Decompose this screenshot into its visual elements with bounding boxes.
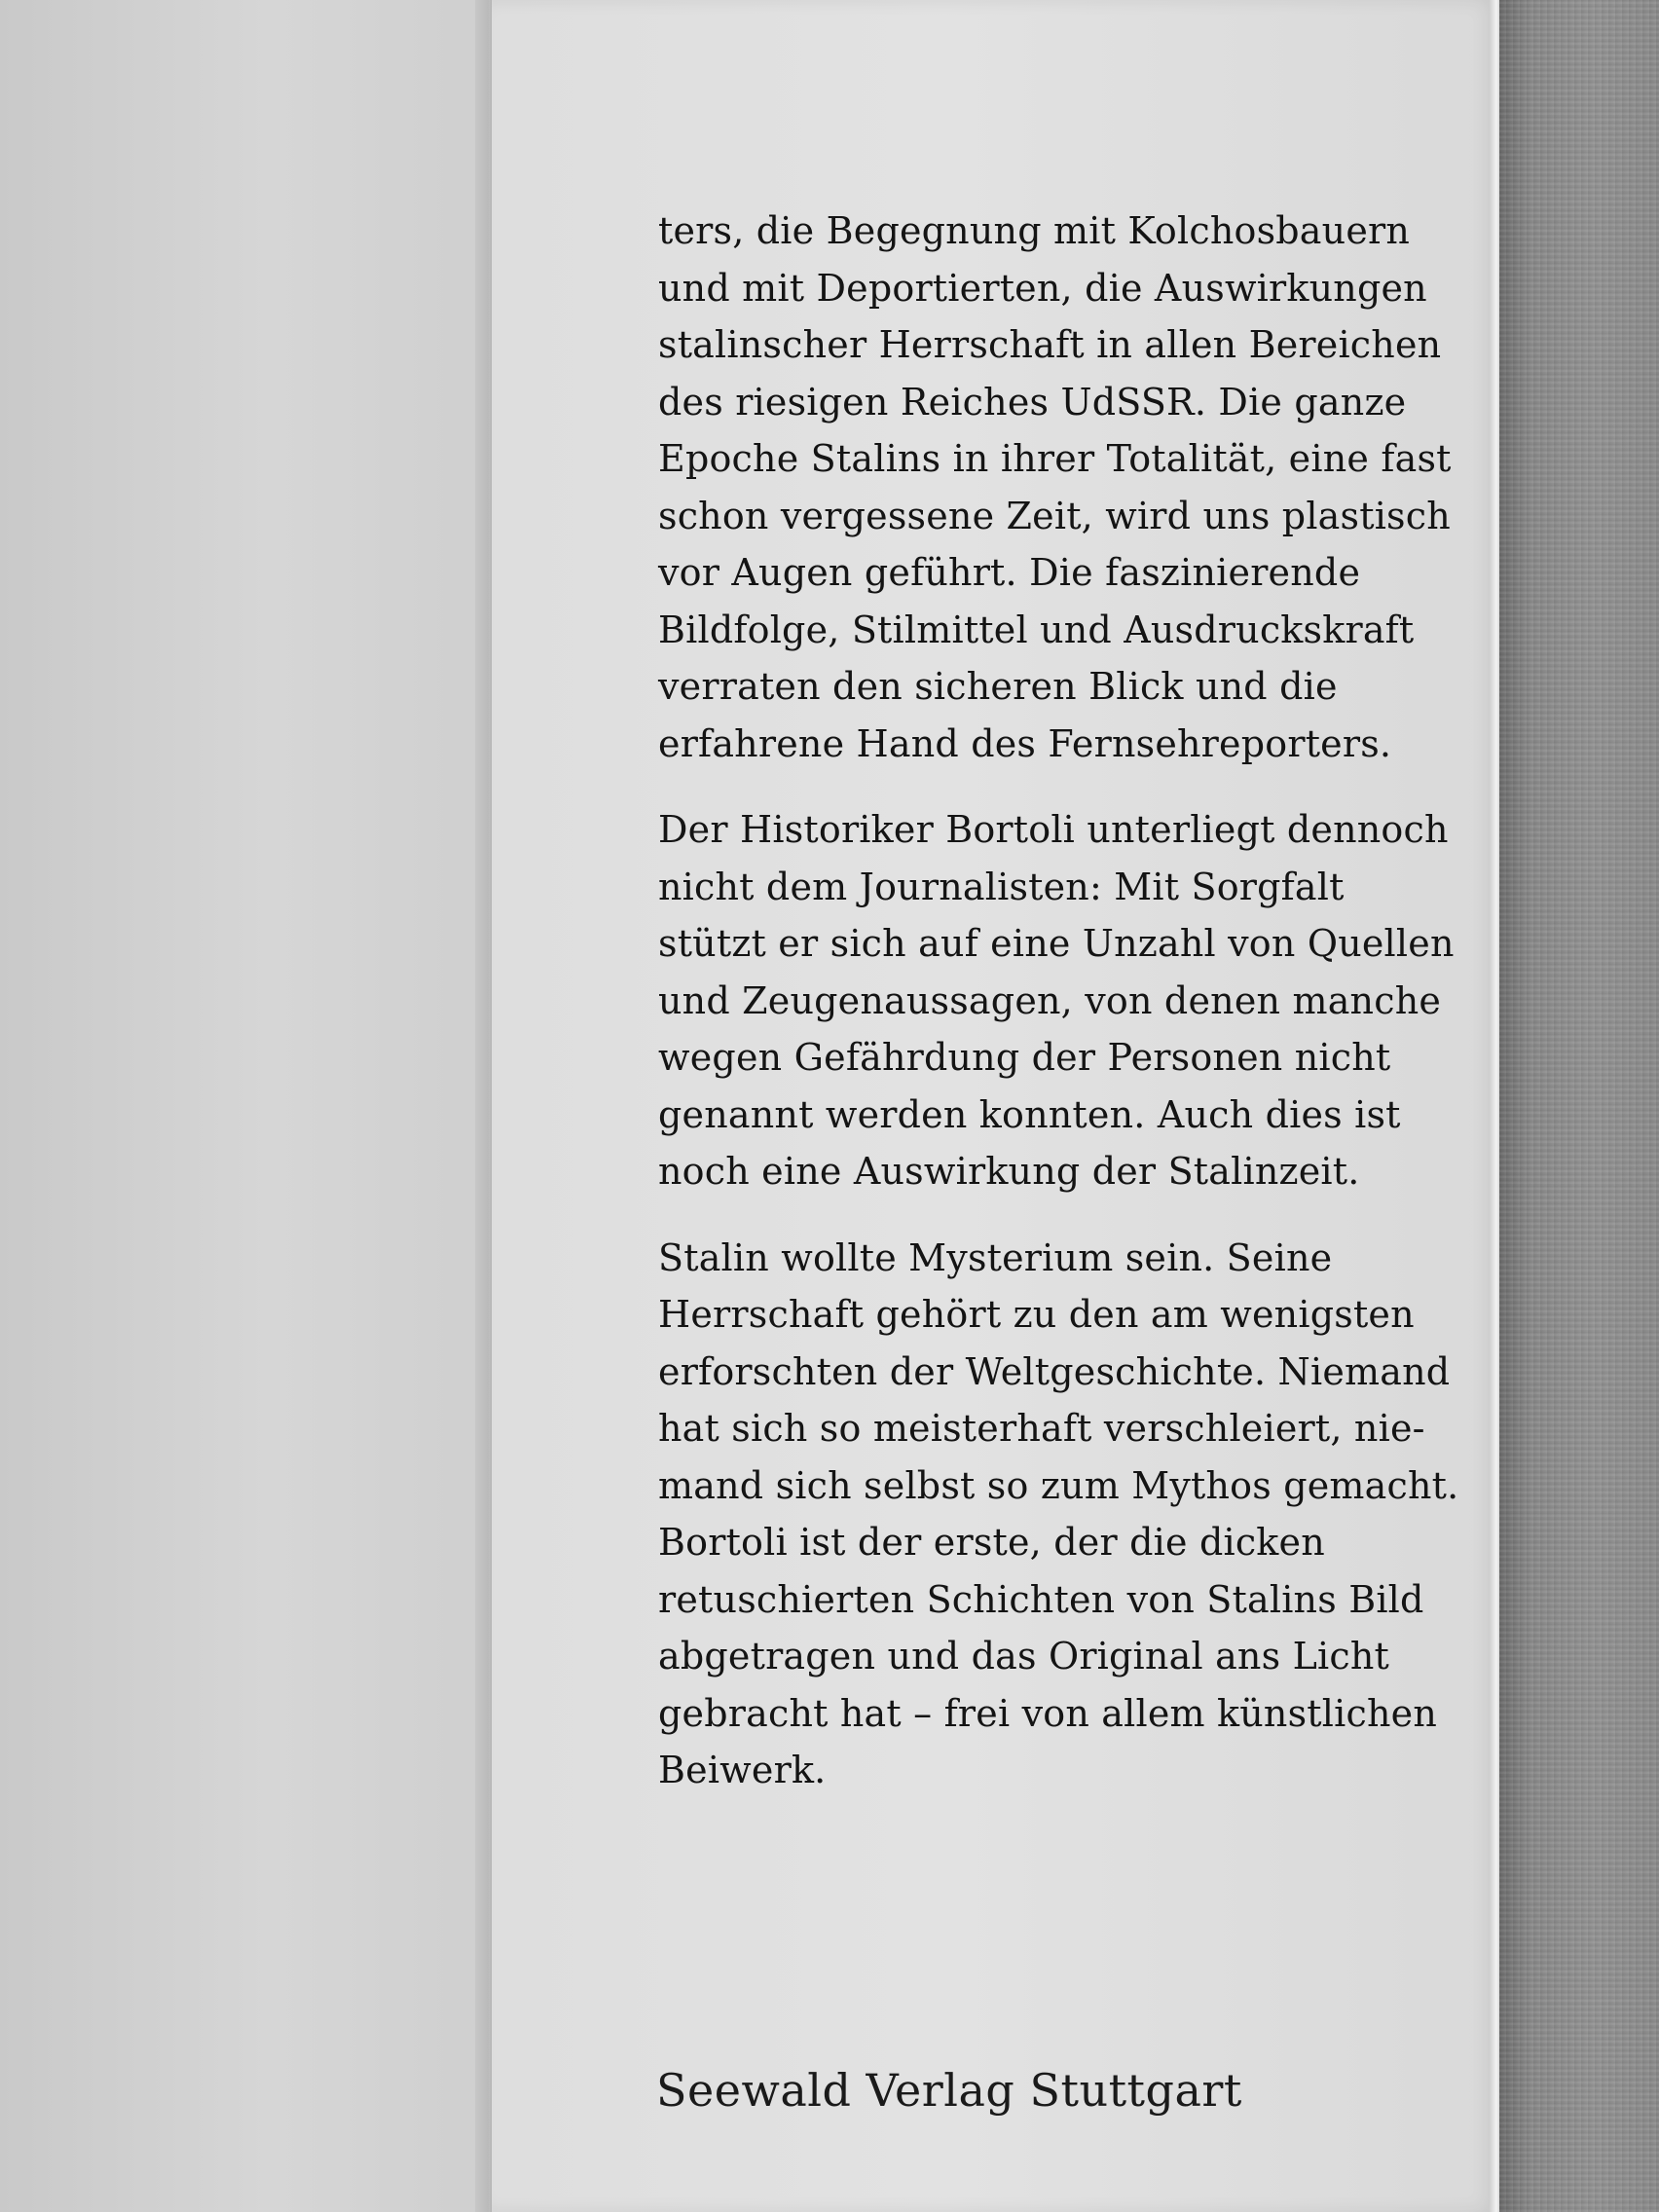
text-line: stalinscher Herrschaft in allen Bereichen <box>658 323 1442 366</box>
text-line: erfahrene Hand des Fernsehreporters. <box>658 721 1392 765</box>
text-line: und Zeugenaussagen, von denen manche <box>658 978 1442 1022</box>
text-line: erforschten der Weltgeschichte. Niemand <box>658 1349 1451 1393</box>
left-flap <box>0 0 492 2212</box>
text-line: retuschierten Schichten von Stalins Bild <box>658 1577 1424 1621</box>
paragraph-2 <box>658 801 1455 1200</box>
text-line: genannt werden konnten. Auch dies ist <box>658 1092 1401 1136</box>
blurb-text <box>658 203 1459 1828</box>
text-line: nicht dem Journalisten: Mit Sorgfalt <box>658 865 1345 908</box>
text-line: Der Historiker Bortoli unterliegt dennoch <box>658 808 1449 851</box>
publisher-imprint: Seewald Verlag Stuttgart <box>656 2064 1242 2117</box>
paragraph-3 <box>658 1230 1459 1799</box>
text-line: Bortoli ist der erste, der die dicken <box>658 1521 1325 1564</box>
paragraph-1 <box>658 203 1452 772</box>
text-line: hat sich so meisterhaft verschleiert, nie- <box>658 1407 1425 1450</box>
text-line: noch eine Auswirkung der Stalinzeit. <box>658 1150 1360 1193</box>
text-line: wegen Gefährdung der Personen nicht <box>658 1036 1391 1079</box>
text-line: schon vergessene Zeit, wird uns plastisch <box>658 494 1451 537</box>
text-line: Beiwerk. <box>658 1749 827 1791</box>
text-line: Bildfolge, Stilmittel und Ausdruckskraft <box>658 608 1415 651</box>
text-line: gebracht hat – frei von allem künstlichen <box>658 1691 1438 1735</box>
text-line: mand sich selbst so zum Mythos gemacht. <box>658 1463 1459 1507</box>
textured-backdrop <box>1499 0 1659 2212</box>
text-line: abgetragen und das Original ans Licht <box>658 1635 1389 1677</box>
text-line: Stalin wollte Mysterium sein. Seine <box>658 1235 1333 1279</box>
text-line: des riesigen Reiches UdSSR. Die ganze <box>658 380 1407 424</box>
text-line: ters, die Begegnung mit Kolchosbauern <box>658 209 1411 252</box>
text-line: und mit Deportierten, die Auswirkungen <box>658 266 1427 310</box>
text-line: verraten den sicheren Blick und die <box>658 665 1338 708</box>
text-line: Herrschaft gehört zu den am wenigsten <box>658 1293 1415 1336</box>
text-line: vor Augen geführt. Die faszinierende <box>658 551 1361 594</box>
text-line: Epoche Stalins in ihrer Totalität, eine fast <box>658 437 1452 480</box>
text-line: stützt er sich auf eine Unzahl von Quellen <box>658 922 1455 965</box>
